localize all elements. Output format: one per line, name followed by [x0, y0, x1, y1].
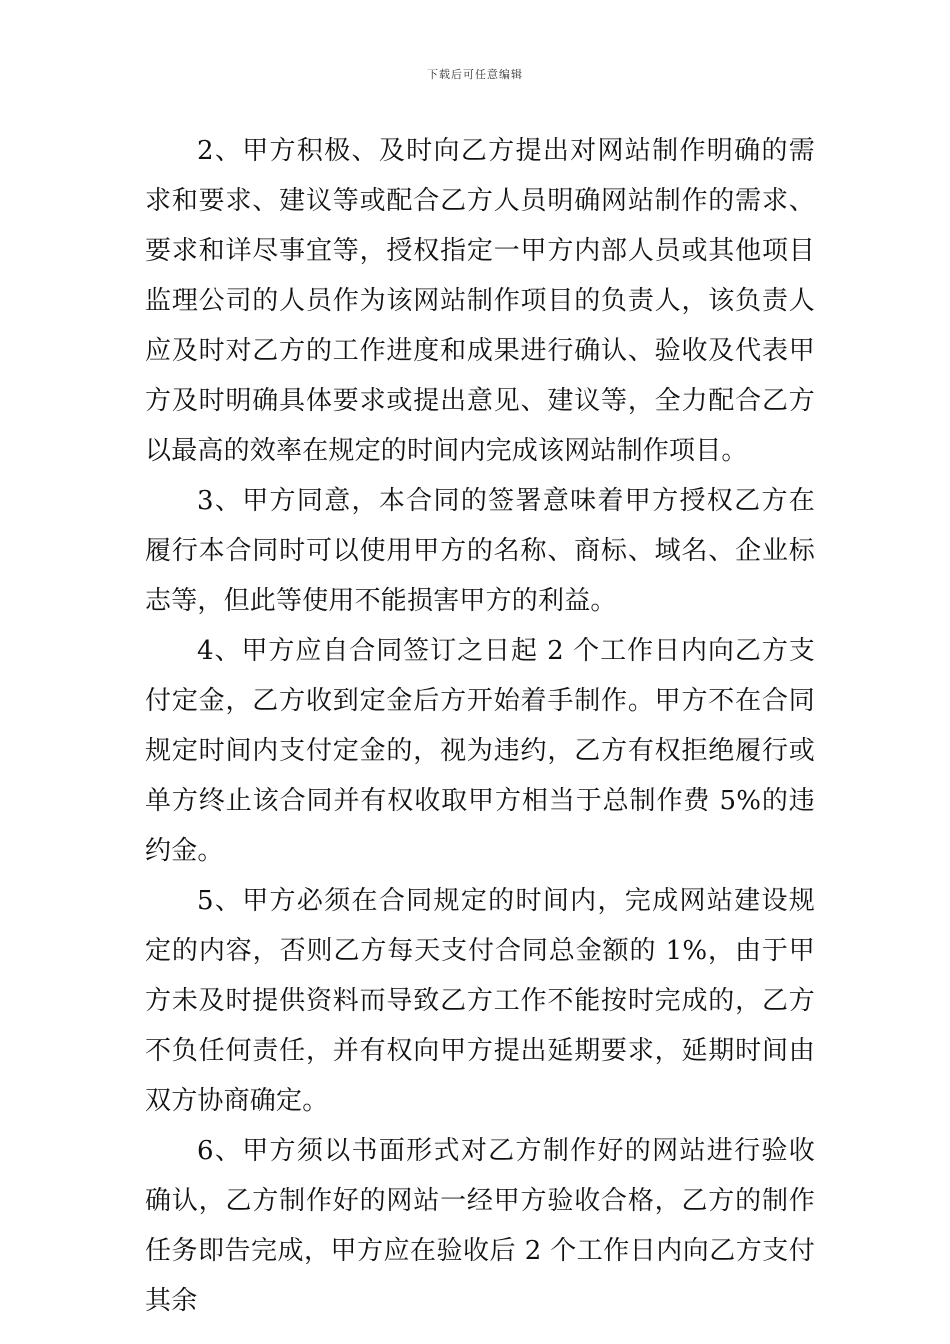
paragraph-clause-5: 5、甲方必须在合同规定的时间内，完成网站建设规定的内容，否则乙方每天支付合同总金额的 1%，由于甲方未及时提供资料而导致乙方工作不能按时完成的，乙方不负任何责任，并有权向甲方提出延期要求，延期时间由双方协商确定。 [145, 886, 815, 1116]
document-body [145, 126, 815, 1326]
paragraph-clause-2: 2、甲方积极、及时向乙方提出对网站制作明确的需求和要求、建议等或配合乙方人员明确网站制作的需求、要求和详尽事宜等，授权指定一甲方内部人员或其他项目监理公司的人员作为该网站制作项目的负责人，该负责人应及时对乙方的工作进度和成果进行确认、验收及代表甲方及时明确具体要求或提出意见、建议等，全力配合乙方以最高的效率在规定的时间内完成该网站制作项目。 [145, 136, 815, 466]
paragraph-clause-4: 4、甲方应自合同签订之日起 2 个工作日内向乙方支付定金，乙方收到定金后方开始着手制作。甲方不在合同规定时间内支付定金的，视为违约，乙方有权拒绝履行或单方终止该合同并有权收取甲方相当于总制作费 5%的违约金。 [145, 636, 815, 866]
page-header-note: 下载后可任意编辑 [427, 68, 523, 81]
paragraph-clause-6: 6、甲方须以书面形式对乙方制作好的网站进行验收确认，乙方制作好的网站一经甲方验收合格，乙方的制作任务即告完成，甲方应在验收后 2 个工作日内向乙方支付其余 [145, 1136, 815, 1316]
paragraph-clause-3: 3、甲方同意，本合同的签署意味着甲方授权乙方在履行本合同时可以使用甲方的名称、商标、域名、企业标志等，但此等使用不能损害甲方的利益。 [145, 486, 815, 616]
